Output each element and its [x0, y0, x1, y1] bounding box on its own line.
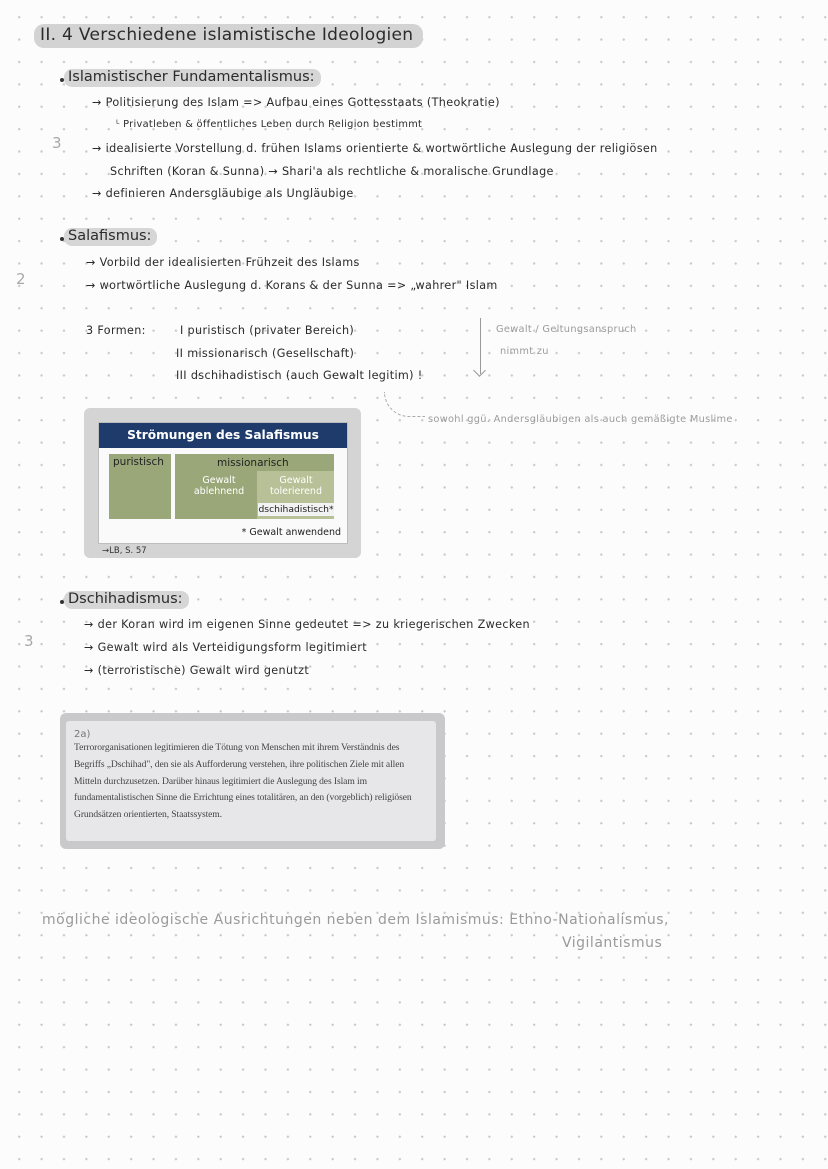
side-note: nimmt zu — [500, 346, 549, 357]
section-heading-salafism: Salafismus: — [64, 228, 157, 246]
text-line: → wortwörtliche Auslegung d. Korans & der Sunna => „wahrer" Islam — [86, 279, 498, 292]
label-missionary: missionarisch — [217, 457, 289, 469]
margin-number: 3 — [52, 134, 62, 152]
text-line: → Politisierung des Islam => Aufbau eines Gottesstaats (Theokratie) — [92, 96, 500, 109]
dashed-connector — [384, 392, 425, 417]
text-line: → Vorbild der idealisierten Frühzeit des Islams — [86, 256, 360, 269]
chart-panel — [98, 422, 348, 544]
margin-number: 3 — [24, 632, 34, 650]
quote-image — [60, 713, 445, 849]
text-line: → idealisierte Vorstellung d. frühen Islams orientierte & wortwörtliche Auslegung der religiösen — [92, 142, 658, 155]
text-line: ᴸ Privatleben & öffentliches Leben durch Religion bestimmt — [116, 119, 423, 130]
text-line: → Gewalt wird als Verteidigungsform legitimiert — [84, 641, 367, 654]
bottom-note: Vigilantismus — [562, 935, 663, 951]
text-line: → der Koran wird im eigenen Sinne gedeutet => zu kriegerischen Zwecken — [84, 618, 530, 631]
section-heading-fundamentalism: Islamistischer Fundamentalismus: — [64, 69, 321, 87]
quote-text: Terrororganisationen legitimieren die Tötung von Menschen mit ihrem Verständnis des Begriffs „Dschihad", den sie als Aufforderung verstehen, ihre politischen Ziele mit allen Mitteln durchzusetzen. Darüber hinaus legitimiert die Auslegung des Islam im fundamentalistischen Sinne die Errichtung eines totalitären, an den (vorgeblich) religiösen Grundsätzen orientierten, Staatssystem. — [74, 742, 412, 821]
label-jihadist: dschihadistisch* — [258, 504, 334, 515]
bottom-note: mögliche ideologische Ausrichtungen neben dem Islamismus: Ethno-Nationalismus, — [42, 912, 669, 928]
label-violence-tolerating: Gewalt tolerierend — [269, 475, 322, 497]
margin-number: 2 — [16, 270, 26, 288]
side-note: Gewalt / Geltungsanspruch — [496, 324, 637, 335]
quote-label: 2a) — [74, 729, 91, 740]
section-heading-jihadism: Dschihadismus: — [64, 591, 189, 609]
label-puristic: puristisch — [113, 456, 164, 468]
form-item: II missionarisch (Gesellschaft) — [176, 347, 355, 360]
text-line: Schriften (Koran & Sunna) → Shari'a als rechtliche & moralische Grundlage — [110, 165, 554, 178]
form-item: III dschihadistisch (auch Gewalt legitim) ! — [176, 369, 423, 382]
text-line: → definieren Andersgläubige als Ungläubige — [92, 187, 354, 200]
side-note: sowohl ggü. Andersgläubigen als auch gemäßigte Muslime — [428, 414, 733, 425]
quote-panel — [66, 721, 436, 841]
chart-source: →LB, S. 57 — [102, 546, 147, 556]
salafism-chart-image — [84, 408, 361, 558]
text-line: → (terroristische) Gewalt wird genutzt — [84, 664, 310, 677]
chart-title: Strömungen des Salafismus — [99, 423, 347, 448]
chart-footnote: * Gewalt anwendend — [241, 527, 341, 538]
arrow-down-icon — [473, 364, 486, 377]
forms-label: 3 Formen: — [86, 324, 146, 337]
label-violence-rejecting: Gewalt ablehnend — [193, 475, 245, 497]
form-item: I puristisch (privater Bereich) — [180, 324, 355, 337]
page-title: II. 4 Verschiedene islamistische Ideologien — [34, 24, 423, 48]
